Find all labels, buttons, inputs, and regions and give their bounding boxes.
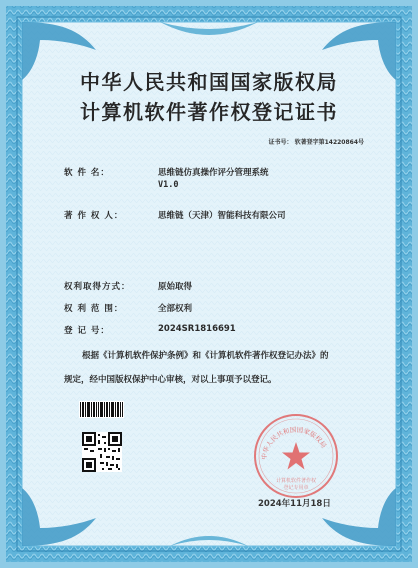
official-seal xyxy=(252,412,340,500)
certificate-title-line2: 计算机软件著作权登记证书 xyxy=(80,100,338,124)
copyright-owner-value: 思维链（天津）智能科技有限公司 xyxy=(158,211,286,221)
qr-code-icon xyxy=(82,432,122,472)
acquisition-method-label: 权利取得方式： xyxy=(64,282,131,292)
statement-line2: 规定，经中国版权保护中心审核，对以上事项予以登记。 xyxy=(64,375,277,385)
certificate-title-line1: 中华人民共和国国家版权局 xyxy=(80,70,338,94)
registration-label: 登 记 号： xyxy=(64,326,110,336)
software-name-value: 思维链仿真操作评分管理系统 xyxy=(158,168,269,178)
copyright-owner-label: 著 作 权 人： xyxy=(64,211,124,221)
registration-number: 证书号： 软著登字第14220864号 xyxy=(268,139,364,146)
software-name-label: 软 件 名： xyxy=(64,168,110,178)
rights-scope-value: 全部权利 xyxy=(158,304,193,314)
issue-date: 2024年11月18日 xyxy=(258,499,331,509)
svg-text:登记专用章: 登记专用章 xyxy=(283,485,309,491)
svg-text:中华人民共和国国家版权局: 中华人民共和国国家版权局 xyxy=(259,425,328,461)
statement-line1: 根据《计算机软件保护条例》和《计算机软件著作权登记办法》的 xyxy=(82,351,329,361)
svg-text:计算机软件著作权: 计算机软件著作权 xyxy=(275,478,317,484)
acquisition-method-value: 原始取得 xyxy=(158,282,193,292)
rights-scope-label: 权 利 范 围： xyxy=(64,304,124,314)
barcode-icon xyxy=(79,401,124,418)
software-version: V1.0 xyxy=(158,180,179,190)
registration-value: 2024SR1816691 xyxy=(158,324,236,334)
